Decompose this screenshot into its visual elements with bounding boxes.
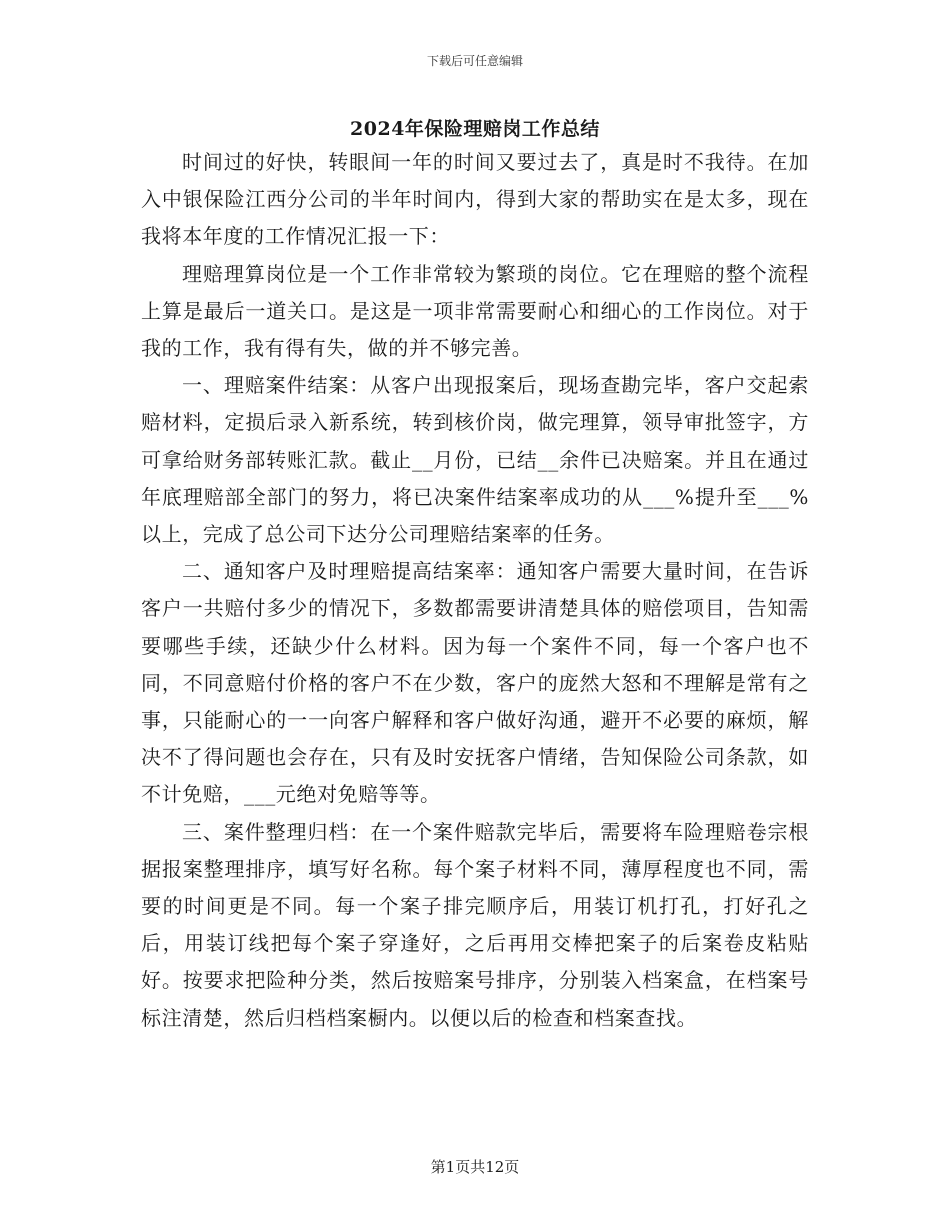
paragraph-section-1: 一、理赔案件结案：从客户出现报案后，现场查勘完毕，客户交起索赔材料，定损后录入新系统，转到核价岗，做完理算，领导审批签字，方可拿给财务部转账汇款。截止__月份，已结__余件已决赔案。并且在通过年底理赔部全部门的努力，将已决案件结案率成功的从___%提升至___%以上，完成了总公司下达分公司理赔结案率的任务。 bbox=[141, 373, 809, 547]
page-number: 第1页共12页 bbox=[430, 1158, 520, 1176]
paragraph-section-3: 三、案件整理归档：在一个案件赔款完毕后，需要将车险理赔卷宗根据报案整理排序，填写好名称。每个案子材料不同，薄厚程度也不同，需要的时间更是不同。每一个案子排完顺序后，用装订机打孔，打好孔之后，用装订线把每个案子穿逢好，之后再用交棒把案子的后案卷皮粘贴好。按要求把险种分类，然后按赔案号排序，分别装入档案盒，在档案号标注清楚，然后归档档案橱内。以便以后的检查和档案查找。 bbox=[141, 819, 809, 1030]
paragraph-section-2: 二、通知客户及时理赔提高结案率：通知客户需要大量时间，在告诉客户一共赔付多少的情况下，多数都需要讲清楚具体的赔偿项目，告知需要哪些手续，还缺少什么材料。因为每一个案件不同，每一个客户也不同，不同意赔付价格的客户不在少数，客户的庞然大怒和不理解是常有之事，只能耐心的一一向客户解释和客户做好沟通，避开不必要的麻烦，解决不了得问题也会存在，只有及时安抚客户情绪，告知保险公司条款，如不计免赔，___元绝对免赔等等。 bbox=[141, 559, 809, 807]
paragraph-intro: 时间过的好快，转眼间一年的时间又要过去了，真是时不我待。在加入中银保险江西分公司的半年时间内，得到大家的帮助实在是太多，现在我将本年度的工作情况汇报一下： bbox=[141, 150, 809, 249]
document-title: 2024年保险理赔岗工作总结 bbox=[350, 118, 600, 140]
document-body bbox=[141, 144, 809, 1037]
paragraph-position: 理赔理算岗位是一个工作非常较为繁琐的岗位。它在理赔的整个流程上算是最后一道关口。是这是一项非常需要耐心和细心的工作岗位。对于我的工作，我有得有失，做的并不够完善。 bbox=[141, 261, 809, 361]
page-header-note: 下载后可任意编辑 bbox=[426, 54, 523, 68]
